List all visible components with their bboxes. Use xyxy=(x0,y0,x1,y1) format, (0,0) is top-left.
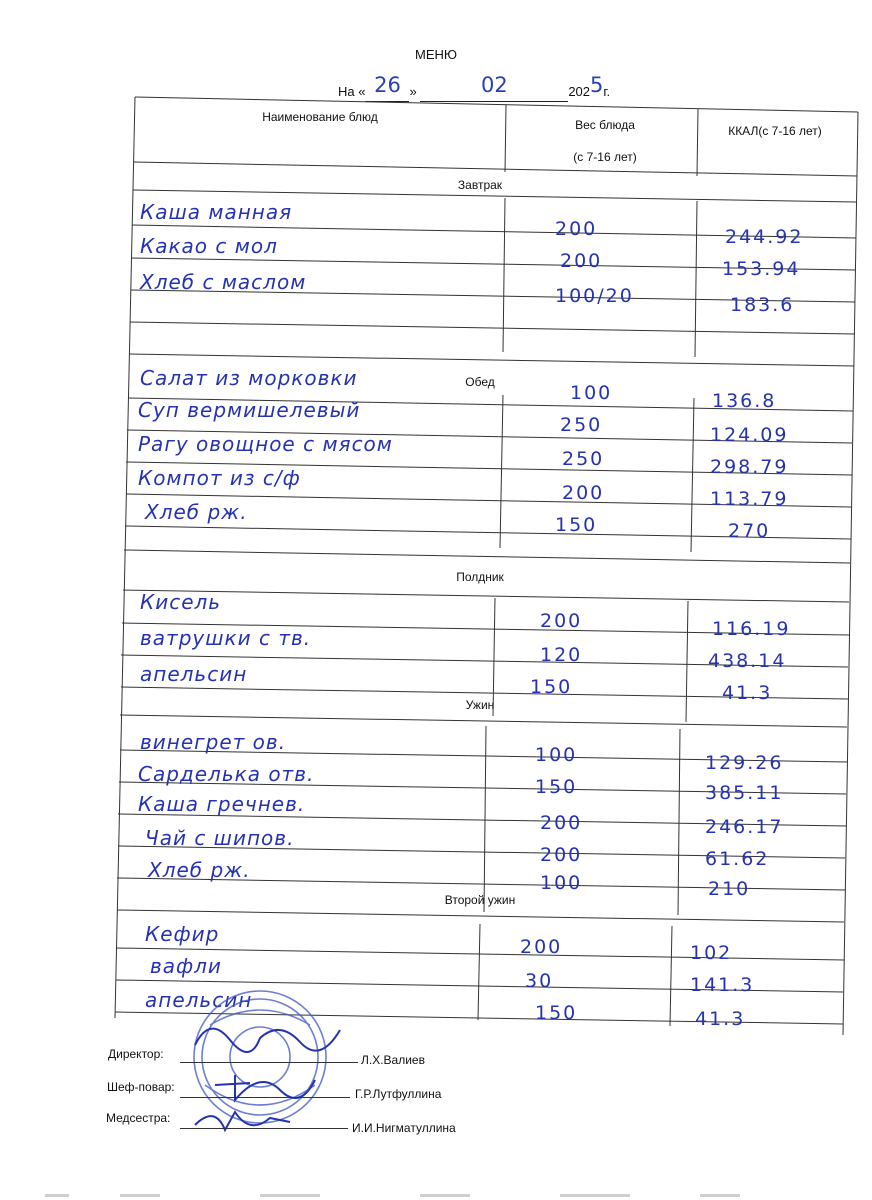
snack-row-3-kcal: 41.3 xyxy=(722,682,773,704)
second-dinner-row-1-weight: 200 xyxy=(520,936,563,958)
lunch-row-2-kcal: 124.09 xyxy=(710,424,789,446)
lunch-row-2-weight: 250 xyxy=(560,414,603,436)
snack-row-1-kcal: 116.19 xyxy=(712,618,791,640)
chef-sign-line xyxy=(180,1097,350,1098)
breakfast-row-3-weight: 100/20 xyxy=(555,285,634,307)
second-dinner-row-1-name: Кефир xyxy=(145,922,220,946)
snack-row-2-name: ватрушки с тв. xyxy=(140,626,312,650)
snack-row-1-weight: 200 xyxy=(540,610,583,632)
section-second-dinner: Второй ужин xyxy=(444,893,516,907)
second-dinner-row-2-weight: 30 xyxy=(525,970,554,992)
second-dinner-row-3-weight: 150 xyxy=(535,1002,578,1024)
date-month: 02 xyxy=(480,73,508,97)
nurse-label: Медсестра: xyxy=(106,1111,171,1125)
breakfast-row-3-name: Хлеб с маслом xyxy=(140,270,307,294)
second-dinner-row-3-name: апельсин xyxy=(145,988,253,1012)
director-label: Директор: xyxy=(108,1047,164,1061)
snack-row-2-kcal: 438.14 xyxy=(708,650,787,672)
snack-row-3-name: апельсин xyxy=(140,662,248,686)
lunch-row-5-name: Хлеб рж. xyxy=(145,500,248,524)
date-mid: » xyxy=(409,84,417,99)
dinner-row-5-weight: 100 xyxy=(540,872,583,894)
director-sign-line xyxy=(180,1062,358,1063)
dinner-row-4-name: Чай с шипов. xyxy=(145,826,295,850)
dinner-row-2-weight: 150 xyxy=(535,776,578,798)
lunch-row-3-name: Рагу овощное с мясом xyxy=(138,432,393,456)
date-day: 26 xyxy=(374,73,401,97)
chef-signature-scribble xyxy=(210,1065,320,1105)
lunch-row-1-weight: 100 xyxy=(570,382,613,404)
lunch-row-4-name: Компот из с/ф xyxy=(138,466,301,490)
lunch-row-5-weight: 150 xyxy=(555,514,598,536)
column-header-kcal: ККАЛ(с 7-16 лет) xyxy=(728,124,822,138)
nurse-signature-scribble xyxy=(190,1100,300,1140)
section-snack: Полдник xyxy=(456,570,504,584)
director-signature-scribble xyxy=(190,1010,350,1060)
section-lunch: Обед xyxy=(465,375,495,389)
lunch-row-1-name: Салат из морковки xyxy=(140,366,358,390)
section-breakfast: Завтрак xyxy=(457,178,503,192)
lunch-row-1-kcal: 136.8 xyxy=(712,390,777,412)
dinner-row-4-kcal: 61.62 xyxy=(705,848,770,870)
dinner-row-2-kcal: 385.11 xyxy=(705,782,784,804)
document-title: МЕНЮ xyxy=(414,47,458,62)
dinner-row-3-name: Каша гречнев. xyxy=(138,792,306,816)
breakfast-row-2-kcal: 153.94 xyxy=(722,258,801,280)
date-year-hand: 5 xyxy=(590,73,604,97)
snack-row-2-weight: 120 xyxy=(540,644,583,666)
breakfast-row-2-weight: 200 xyxy=(560,250,603,272)
dinner-row-1-kcal: 129.26 xyxy=(705,752,784,774)
column-header-weight-line1: Вес блюда xyxy=(575,118,635,132)
dinner-row-5-kcal: 210 xyxy=(708,878,751,900)
dinner-row-1-name: винегрет ов. xyxy=(140,730,287,754)
date-year-print: 202 xyxy=(568,84,591,99)
dinner-row-3-kcal: 246.17 xyxy=(705,816,784,838)
dinner-row-5-name: Хлеб рж. xyxy=(148,858,251,882)
lunch-row-4-weight: 200 xyxy=(562,482,605,504)
breakfast-row-1-kcal: 244.92 xyxy=(725,226,804,248)
breakfast-row-3-kcal: 183.6 xyxy=(730,294,795,316)
date-year-suffix: г. xyxy=(603,84,611,99)
chef-label: Шеф-повар: xyxy=(107,1080,175,1094)
dinner-row-1-weight: 100 xyxy=(535,744,578,766)
second-dinner-row-1-kcal: 102 xyxy=(690,942,733,964)
column-header-weight-line2: (с 7-16 лет) xyxy=(573,150,637,164)
scan-bottom-edge xyxy=(0,1190,872,1200)
breakfast-row-2-name: Какао с мол xyxy=(140,234,278,258)
dinner-row-2-name: Сарделька отв. xyxy=(138,762,315,786)
snack-row-3-weight: 150 xyxy=(530,676,573,698)
lunch-row-4-kcal: 113.79 xyxy=(710,488,789,510)
section-dinner: Ужин xyxy=(465,698,495,712)
nurse-sign-line xyxy=(180,1128,348,1129)
second-dinner-row-2-kcal: 141.3 xyxy=(690,974,755,996)
second-dinner-row-2-name: вафли xyxy=(150,954,222,978)
lunch-row-3-kcal: 298.79 xyxy=(710,456,789,478)
director-name: Л.Х.Валиев xyxy=(361,1053,425,1067)
column-header-name: Наименование блюд xyxy=(262,110,378,124)
dinner-row-4-weight: 200 xyxy=(540,844,583,866)
second-dinner-row-3-kcal: 41.3 xyxy=(695,1008,746,1030)
snack-row-1-name: Кисель xyxy=(140,590,222,614)
lunch-row-3-weight: 250 xyxy=(562,448,605,470)
date-prefix: На « xyxy=(338,84,366,99)
nurse-name: И.И.Нигматуллина xyxy=(352,1121,456,1135)
lunch-row-2-name: Суп вермишелевый xyxy=(138,398,361,422)
dinner-row-3-weight: 200 xyxy=(540,812,583,834)
lunch-row-5-kcal: 270 xyxy=(728,520,771,542)
breakfast-row-1-name: Каша манная xyxy=(140,200,293,224)
chef-name: Г.Р.Лутфуллина xyxy=(355,1087,442,1101)
breakfast-row-1-weight: 200 xyxy=(555,218,598,240)
